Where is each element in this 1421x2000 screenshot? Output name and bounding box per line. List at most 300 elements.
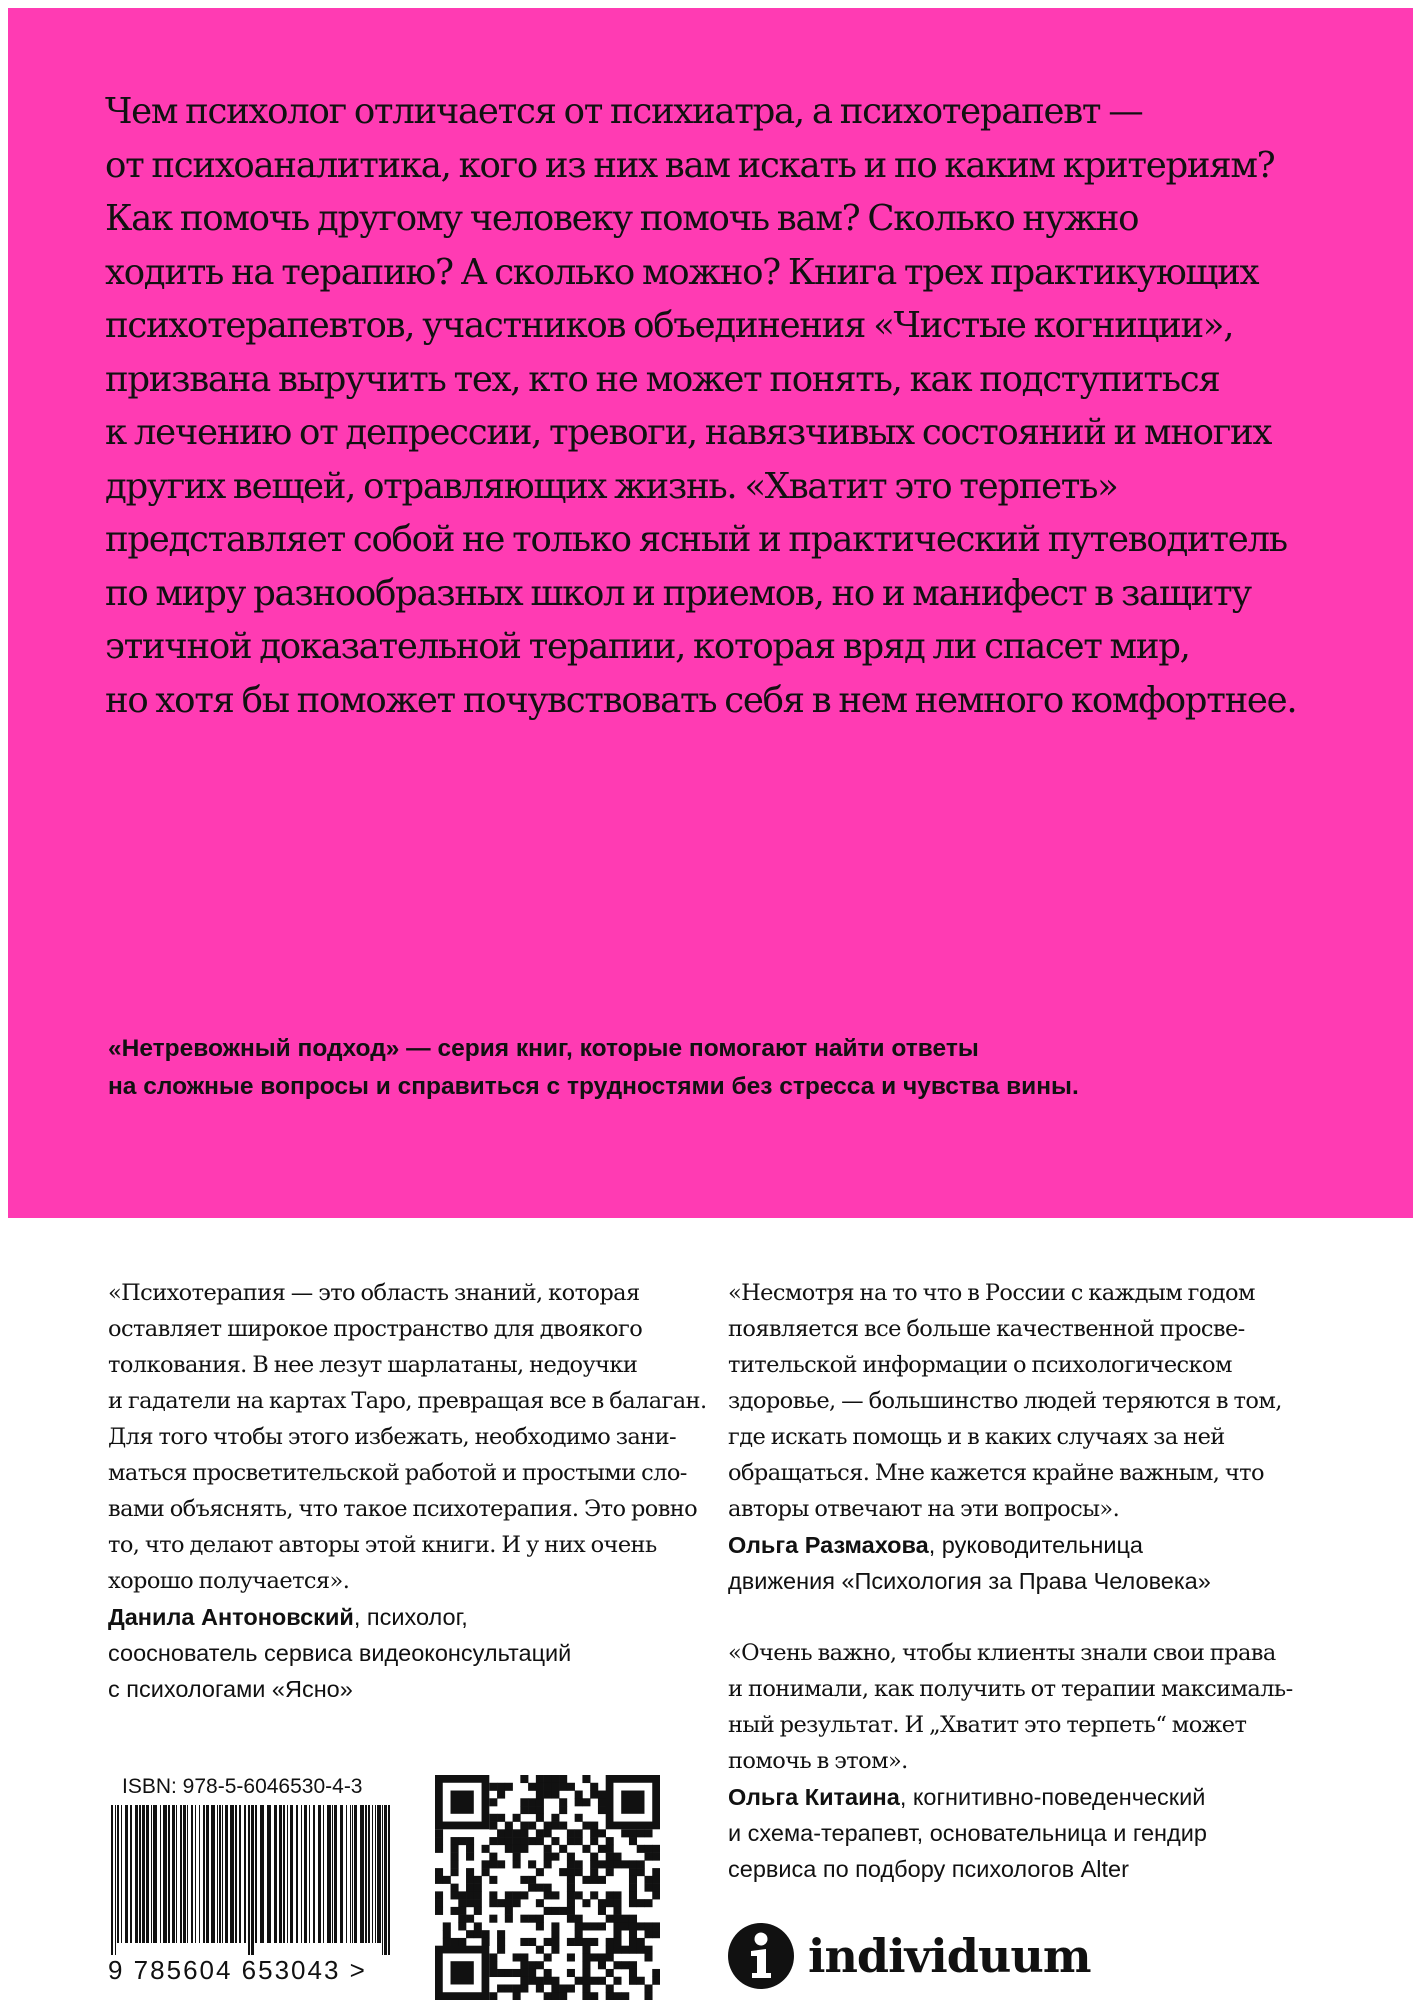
qr-module [582,1775,590,1783]
qr-module [520,1915,528,1923]
qr-module [513,1891,521,1899]
qr-module [551,1992,559,2000]
qr-module [590,1822,598,1830]
qr-module [544,1783,552,1791]
review-quote-razmakhova [728,1275,1282,1599]
qr-module [652,1876,660,1884]
qr-module [482,1938,490,1946]
qr-module [559,1868,567,1876]
qr-module [497,1829,505,1837]
qr-module [575,1798,583,1806]
qr-module [520,1775,528,1783]
qr-module [598,1876,606,1884]
author-name: Данила Антоновский [108,1604,354,1630]
qr-module [582,1798,590,1806]
qr-module [606,1953,614,1961]
text-line: где искать помощь и в каких случаях за ней [728,1424,1225,1450]
author-name: Ольга Китаина [728,1784,900,1810]
qr-module [598,1977,606,1985]
qr-module [505,1915,513,1923]
qr-module [528,1884,536,1892]
qr-module [489,1961,497,1969]
text-line: хорошо получается». [108,1568,350,1594]
text-line: и понимали, как получить от терапии максималь- [728,1676,1293,1702]
review-quote-kitaina [728,1635,1293,1887]
qr-module [451,1845,459,1853]
qr-module [629,1837,637,1845]
qr-module [513,1969,521,1977]
qr-module [544,1907,552,1915]
text-line: движения «Психология за Права Человека» [728,1568,1211,1594]
qr-module [606,1837,614,1845]
qr-module [528,1798,536,1806]
qr-module [513,1899,521,1907]
text-line: к лечению от депрессии, тревоги, навязчивых состояний и многих [105,412,1272,453]
qr-module [637,1860,645,1868]
barcode-bar [290,1805,293,1943]
qr-module [598,1961,606,1969]
qr-module [520,1977,528,1985]
qr-module [528,1783,536,1791]
qr-module [551,1853,559,1861]
qr-module [575,1791,583,1799]
series-description [108,1030,1348,1106]
qr-module [629,1891,637,1899]
qr-module [567,1783,575,1791]
qr-module [520,1876,528,1884]
barcode-bar [346,1805,347,1943]
qr-module [497,1946,505,1954]
qr-module [567,1868,575,1876]
barcode-bar [248,1805,250,1955]
qr-module [458,1891,466,1899]
qr-module [520,1822,528,1830]
qr-module [551,1822,559,1830]
qr-module [575,1860,583,1868]
qr-module [582,1938,590,1946]
qr-module [559,1783,567,1791]
text-line: сооснователь сервиса видеоконсультаций [108,1640,572,1666]
qr-module [582,1977,590,1985]
qr-module [575,1915,583,1923]
qr-module [606,1868,614,1876]
qr-finder [451,1961,474,1984]
qr-module [644,1829,652,1837]
qr-module [489,1798,497,1806]
qr-module [451,1853,459,1861]
barcode-bar [260,1805,264,1943]
qr-module [644,1884,652,1892]
qr-module [520,1953,528,1961]
qr-module [536,1946,544,1954]
qr-module [497,1984,505,1992]
qr-module [505,1899,513,1907]
barcode-bar [135,1805,138,1943]
text-line: психотерапевтов, участников объединения «Чистые когниции», [105,305,1234,346]
barcode-bar [384,1805,387,1955]
qr-module [559,1775,567,1783]
qr-module [536,1915,544,1923]
qr-module [629,1969,637,1977]
qr-module [575,1814,583,1822]
qr-module [637,1977,645,1985]
qr-module [590,1783,598,1791]
qr-module [474,1907,482,1915]
text-line: Для того чтобы этого избежать, необходимо зани- [108,1424,676,1450]
qr-module [567,1984,575,1992]
qr-module [582,1984,590,1992]
qr-module [582,1953,590,1961]
qr-module [544,1977,552,1985]
qr-module [505,1969,513,1977]
qr-module [435,1876,443,1884]
qr-module [489,1814,497,1822]
barcode-bar [301,1805,302,1943]
qr-module [629,1930,637,1938]
qr-module [497,1938,505,1946]
qr-module [474,1899,482,1907]
qr-module [435,1899,443,1907]
qr-module [598,1806,606,1814]
qr-module [544,1775,552,1783]
qr-module [606,1969,614,1977]
qr-module [637,1899,645,1907]
qr-module [652,1977,660,1985]
qr-module [582,1946,590,1954]
qr-module [451,1860,459,1868]
barcode-bar [244,1805,246,1943]
qr-module [513,1853,521,1861]
qr-module [513,1814,521,1822]
qr-finder [621,1791,644,1814]
qr-module [613,1977,621,1985]
qr-module [474,1884,482,1892]
text-line: «Психотерапия — это область знаний, которая [108,1280,640,1306]
text-line: других вещей, отравляющих жизнь. «Хватит это терпеть» [105,465,1118,507]
publisher-name: individuum [808,1929,1091,1983]
text-line: помочь в этом». [728,1748,908,1774]
barcode-bar [382,1805,383,1955]
qr-module [551,1946,559,1954]
qr-module [536,1814,544,1822]
qr-module [567,1829,575,1837]
qr-module [559,1907,567,1915]
qr-module [575,1837,583,1845]
barcode-bar [251,1805,254,1955]
qr-module [582,1899,590,1907]
text-line: по миру разнообразных школ и приемов, но и манифест в защиту [105,572,1251,614]
qr-module [451,1837,459,1845]
qr-module [435,1837,443,1845]
qr-module [606,1853,614,1861]
barcode-bar [327,1805,331,1943]
qr-module [652,1853,660,1861]
qr-module [567,1938,575,1946]
text-line: появляется все больше качественной просве- [728,1316,1245,1342]
qr-module [567,1915,575,1923]
barcode-bar [151,1805,152,1943]
qr-module [489,1953,497,1961]
qr-module [505,1845,513,1853]
info-icon [728,1923,794,1989]
qr-code [435,1775,660,2000]
barcode-bar [217,1805,218,1943]
qr-module [652,1845,660,1853]
qr-module [598,1791,606,1799]
qr-module [443,1938,451,1946]
qr-module [567,1969,575,1977]
barcode-bar [365,1805,367,1943]
qr-module [582,1922,590,1930]
qr-module [590,1837,598,1845]
barcode-bar [203,1805,205,1943]
qr-module [528,1938,536,1946]
qr-module [567,1884,575,1892]
text-line: но хотя бы поможет почувствовать себя в нем немного комфортнее. [105,679,1297,721]
qr-module [575,1938,583,1946]
text-line: от психоаналитика, кого из них вам искать и по каким критериям? [105,144,1275,186]
barcode-bar [172,1805,175,1943]
qr-module [505,1907,513,1915]
qr-module [644,1876,652,1884]
barcode-bar [225,1805,228,1943]
qr-module [451,1884,459,1892]
qr-module [598,1798,606,1806]
barcode-bar [111,1805,113,1955]
qr-module [644,1853,652,1861]
qr-module [644,1930,652,1938]
text-line: ный результат. И „Хватит это терпеть“ может [728,1712,1247,1738]
qr-module [551,1775,559,1783]
barcode-bar [283,1805,285,1943]
barcode-bar [279,1805,282,1943]
barcode-bar [187,1805,188,1943]
text-line: оставляет широкое пространство для двоякого [108,1316,643,1342]
qr-module [536,1922,544,1930]
qr-module [497,1783,505,1791]
qr-module [489,1783,497,1791]
text-line: авторы отвечают на эти вопросы». [728,1496,1120,1522]
qr-module [613,1853,621,1861]
qr-module [629,1860,637,1868]
qr-module [513,1860,521,1868]
qr-module [544,1829,552,1837]
review-quote-antonovsky [108,1275,707,1707]
qr-module [513,1992,521,2000]
qr-module [567,1853,575,1861]
qr-module [458,1837,466,1845]
qr-module [582,1969,590,1977]
qr-module [482,1930,490,1938]
qr-module [497,1791,505,1799]
qr-module [613,1907,621,1915]
qr-module [590,1868,598,1876]
qr-module [489,1891,497,1899]
text-line: вами объяснять, что такое психотерапия. Это ровно [108,1496,698,1522]
qr-module [520,1806,528,1814]
qr-module [644,1953,652,1961]
quote-author [108,1599,707,1635]
qr-module [551,1984,559,1992]
qr-module [644,1922,652,1930]
qr-module [513,1845,521,1853]
qr-module [536,1961,544,1969]
qr-module [536,1899,544,1907]
qr-module [536,1984,544,1992]
barcode-bar [377,1805,381,1943]
barcode-bar [183,1805,186,1943]
qr-module [466,1891,474,1899]
qr-module [474,1930,482,1938]
barcode-bar [350,1805,351,1943]
qr-module [489,1969,497,1977]
qr-module [637,1829,645,1837]
qr-module [536,1783,544,1791]
qr-module [629,1884,637,1892]
qr-module [613,1922,621,1930]
qr-module [652,1922,660,1930]
qr-module [575,1868,583,1876]
qr-module [613,1961,621,1969]
qr-module [544,1953,552,1961]
qr-module [629,1915,637,1923]
qr-module [466,1845,474,1853]
qr-module [575,1977,583,1985]
barcode-bar [235,1805,237,1943]
barcode-digits: 9 785604 653043 > [108,1955,367,1985]
qr-module [458,1922,466,1930]
qr-module [505,1783,513,1791]
qr-module [536,1977,544,1985]
qr-module [505,1829,513,1837]
qr-module [629,1899,637,1907]
qr-module [435,1845,443,1853]
qr-module [606,1915,614,1923]
qr-module [520,1845,528,1853]
qr-module [629,1868,637,1876]
qr-module [598,1860,606,1868]
barcode-bar [304,1805,307,1943]
qr-module [598,1829,606,1837]
barcode-bar [239,1805,241,1943]
qr-module [489,1899,497,1907]
barcode-bar [313,1805,315,1943]
qr-module [598,1899,606,1907]
qr-module [505,1891,513,1899]
qr-module [652,1930,660,1938]
qr-module [482,1860,490,1868]
qr-module [598,1845,606,1853]
qr-module [458,1915,466,1923]
qr-module [466,1899,474,1907]
qr-module [544,1891,552,1899]
qr-module [536,1791,544,1799]
qr-module [443,1922,451,1930]
qr-module [451,1938,459,1946]
qr-module [644,1946,652,1954]
qr-module [582,1992,590,2000]
barcode-bar [199,1805,200,1943]
qr-module [528,1961,536,1969]
qr-module [629,1876,637,1884]
qr-module [544,1969,552,1977]
qr-module [590,1922,598,1930]
qr-module [520,1969,528,1977]
qr-module [520,1829,528,1837]
qr-module [443,1876,451,1884]
qr-module [613,1915,621,1923]
text-line: ходить на терапию? А сколько можно? Книга трех практикующих [105,251,1259,293]
qr-module [489,1837,497,1845]
qr-module [598,1922,606,1930]
publisher-logo [728,1920,1091,1992]
qr-module [567,1953,575,1961]
qr-module [466,1915,474,1923]
qr-module [637,1938,645,1946]
qr-module [551,1907,559,1915]
barcode-bar [191,1805,193,1943]
qr-module [536,1884,544,1892]
barcode-bar [219,1805,221,1943]
qr-module [559,1806,567,1814]
text-line: этичной доказательной терапии, которая вряд ли спасет мир, [105,626,1190,667]
qr-module [590,1953,598,1961]
qr-module [528,1915,536,1923]
qr-module [559,1845,567,1853]
qr-module [652,1884,660,1892]
text-line: на сложные вопросы и справиться с трудностями без стресса и чувства вины. [108,1073,1079,1100]
qr-module [536,1775,544,1783]
qr-module [435,1891,443,1899]
qr-module [544,1884,552,1892]
text-line: маться просветительской работой и простыми сло- [108,1460,687,1486]
qr-module [451,1907,459,1915]
qr-module [489,1915,497,1923]
text-line: «Несмотря на то что в России с каждым годом [728,1280,1255,1306]
qr-module [590,1853,598,1861]
qr-module [544,1992,552,2000]
barcode-bar [318,1805,321,1943]
qr-module [575,1829,583,1837]
qr-finder [451,1791,474,1814]
barcode-bar [352,1805,353,1943]
author-role: , руководительница [928,1532,1143,1558]
qr-module [466,1884,474,1892]
qr-module [606,1984,614,1992]
qr-module [652,1868,660,1876]
qr-module [590,1977,598,1985]
qr-module [613,1899,621,1907]
qr-module [582,1876,590,1884]
qr-module [582,1822,590,1830]
barcode [105,1805,405,1955]
qr-module [497,1814,505,1822]
qr-module [544,1853,552,1861]
qr-module [637,1845,645,1853]
qr-module [606,1845,614,1853]
qr-module [559,1822,567,1830]
barcode-bar [334,1805,337,1943]
text-line: призвана выручить тех, кто не может понять, как подступиться [105,358,1220,400]
qr-module [528,1822,536,1830]
text-line: и схема-терапевт, основательница и гендир [728,1820,1207,1846]
barcode-bar [206,1805,209,1943]
qr-module [489,1860,497,1868]
barcode-bar [296,1805,298,1943]
barcode-bar [163,1805,167,1943]
qr-module [536,1798,544,1806]
barcode-bar [195,1805,196,1943]
